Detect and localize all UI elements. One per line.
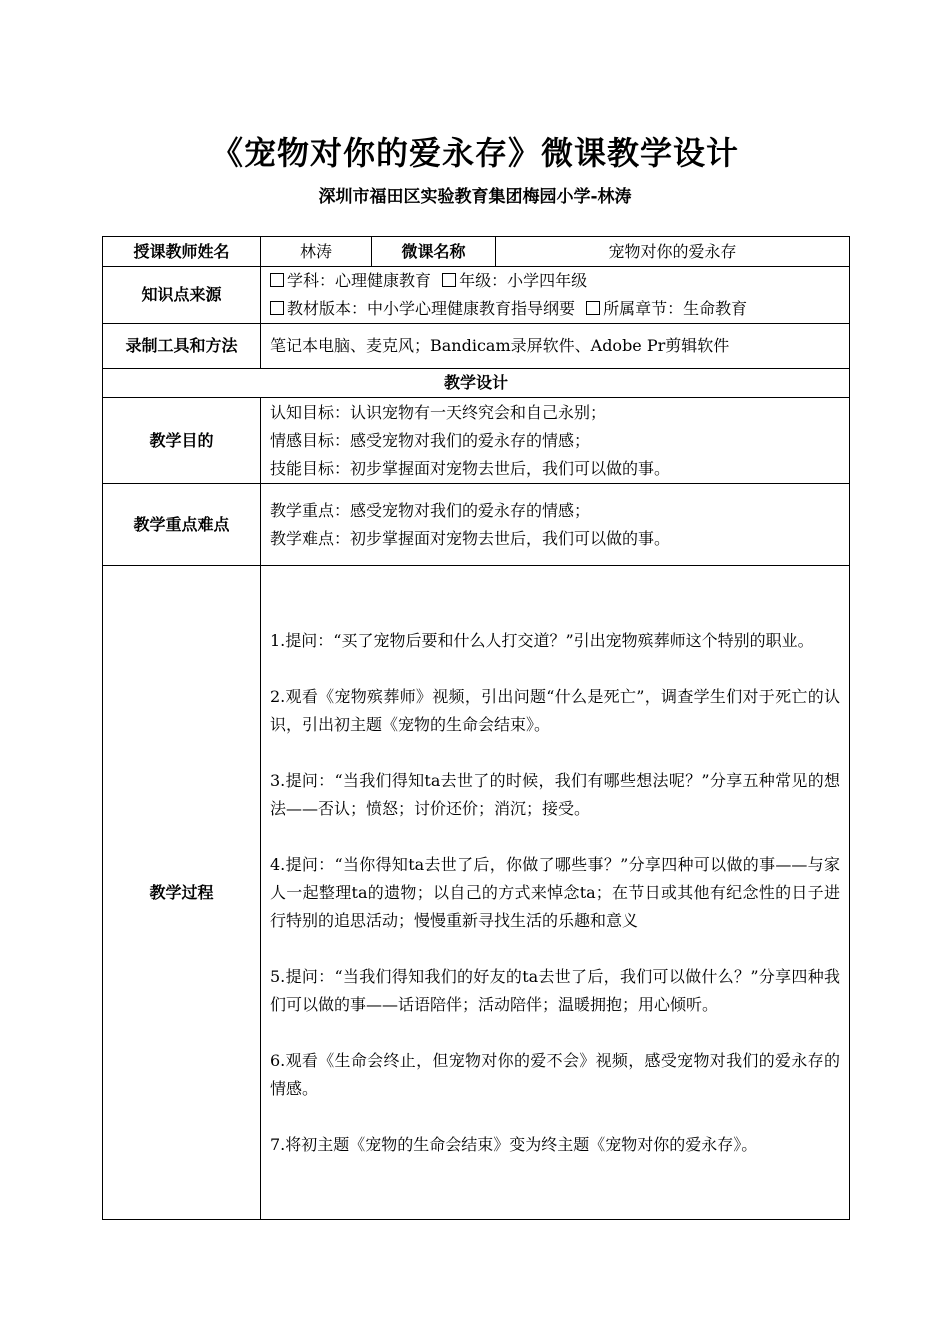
tools-value: 笔记本电脑、麦克风；Bandicam录屏软件、Adobe Pr剪辑软件 <box>261 324 850 369</box>
lesson-plan-table <box>102 236 850 1220</box>
goals-cell <box>261 398 850 484</box>
goals-label: 教学目的 <box>103 398 261 484</box>
keypoint-focus: 教学重点：感受宠物对我们的爱永存的情感； <box>270 500 591 520</box>
goals-row <box>103 398 850 484</box>
source-line-1 <box>270 267 840 295</box>
source-label: 知识点来源 <box>103 267 261 324</box>
process-row <box>103 566 850 1220</box>
teacher-value: 林涛 <box>261 237 372 267</box>
design-header: 教学设计 <box>103 369 850 398</box>
source-line-2 <box>270 295 840 323</box>
keypoints-cell <box>261 484 850 566</box>
checkbox-icon <box>270 273 284 287</box>
teacher-label: 授课教师姓名 <box>103 237 261 267</box>
checkbox-icon <box>442 273 456 287</box>
keypoints-row <box>103 484 850 566</box>
process-step: 2.观看《宠物殡葬师》视频，引出问题“什么是死亡”，调查学生们对于死亡的认识，引出初主题《宠物的生命会结束》。 <box>270 686 840 734</box>
process-cell <box>261 566 850 1220</box>
goal-cognitive: 认知目标：认识宠物有一天终究会和自己永别； <box>270 402 607 422</box>
source-grade: 年级：小学四年级 <box>459 271 588 290</box>
goal-skill: 技能目标：初步掌握面对宠物去世后，我们可以做的事。 <box>270 458 671 478</box>
checkbox-icon <box>270 301 284 315</box>
source-subject: 学科：心理健康教育 <box>287 271 432 290</box>
process-step: 4.提问：“当你得知ta去世了后，你做了哪些事？”分享四种可以做的事——与家人一起整理ta的遗物；以自己的方式来悼念ta；在节日或其他有纪念性的日子进行特别的追思活动；慢慢重新寻找生活的乐趣和意义 <box>270 854 840 930</box>
process-step: 6.观看《生命会终止，但宠物对你的爱不会》视频，感受宠物对我们的爱永存的情感。 <box>270 1050 840 1098</box>
course-label: 微课名称 <box>372 237 496 267</box>
tools-label: 录制工具和方法 <box>103 324 261 369</box>
source-textbook: 教材版本：中小学心理健康教育指导纲要 <box>287 299 576 318</box>
process-step: 7.将初主题《宠物的生命会结束》变为终主题《宠物对你的爱永存》。 <box>270 1134 758 1154</box>
design-header-row <box>103 369 850 398</box>
teacher-row <box>103 237 850 267</box>
tools-row <box>103 324 850 369</box>
process-step: 3.提问：“当我们得知ta去世了的时候，我们有哪些想法呢？”分享五种常见的想法——否认；愤怒；讨价还价；消沉；接受。 <box>270 770 840 818</box>
checkbox-icon <box>586 301 600 315</box>
process-step: 5.提问：“当我们得知我们的好友的ta去世了后，我们可以做什么？”分享四种我们可以做的事——话语陪伴；活动陪伴；温暖拥抱；用心倾听。 <box>270 966 840 1014</box>
keypoint-difficulty: 教学难点：初步掌握面对宠物去世后，我们可以做的事。 <box>270 528 671 548</box>
process-step: 1.提问：“买了宠物后要和什么人打交道？”引出宠物殡葬师这个特别的职业。 <box>270 630 814 650</box>
source-row <box>103 267 850 324</box>
keypoints-label: 教学重点难点 <box>103 484 261 566</box>
document-title: 《宠物对你的爱永存》微课教学设计 <box>210 134 739 172</box>
document-subtitle: 深圳市福田区实验教育集团梅园小学-林涛 <box>318 187 632 207</box>
goal-emotional: 情感目标：感受宠物对我们的爱永存的情感； <box>270 430 591 450</box>
process-label: 教学过程 <box>103 566 261 1220</box>
source-cell <box>261 267 850 324</box>
course-value: 宠物对你的爱永存 <box>496 237 850 267</box>
source-chapter: 所属章节：生命教育 <box>603 299 748 318</box>
